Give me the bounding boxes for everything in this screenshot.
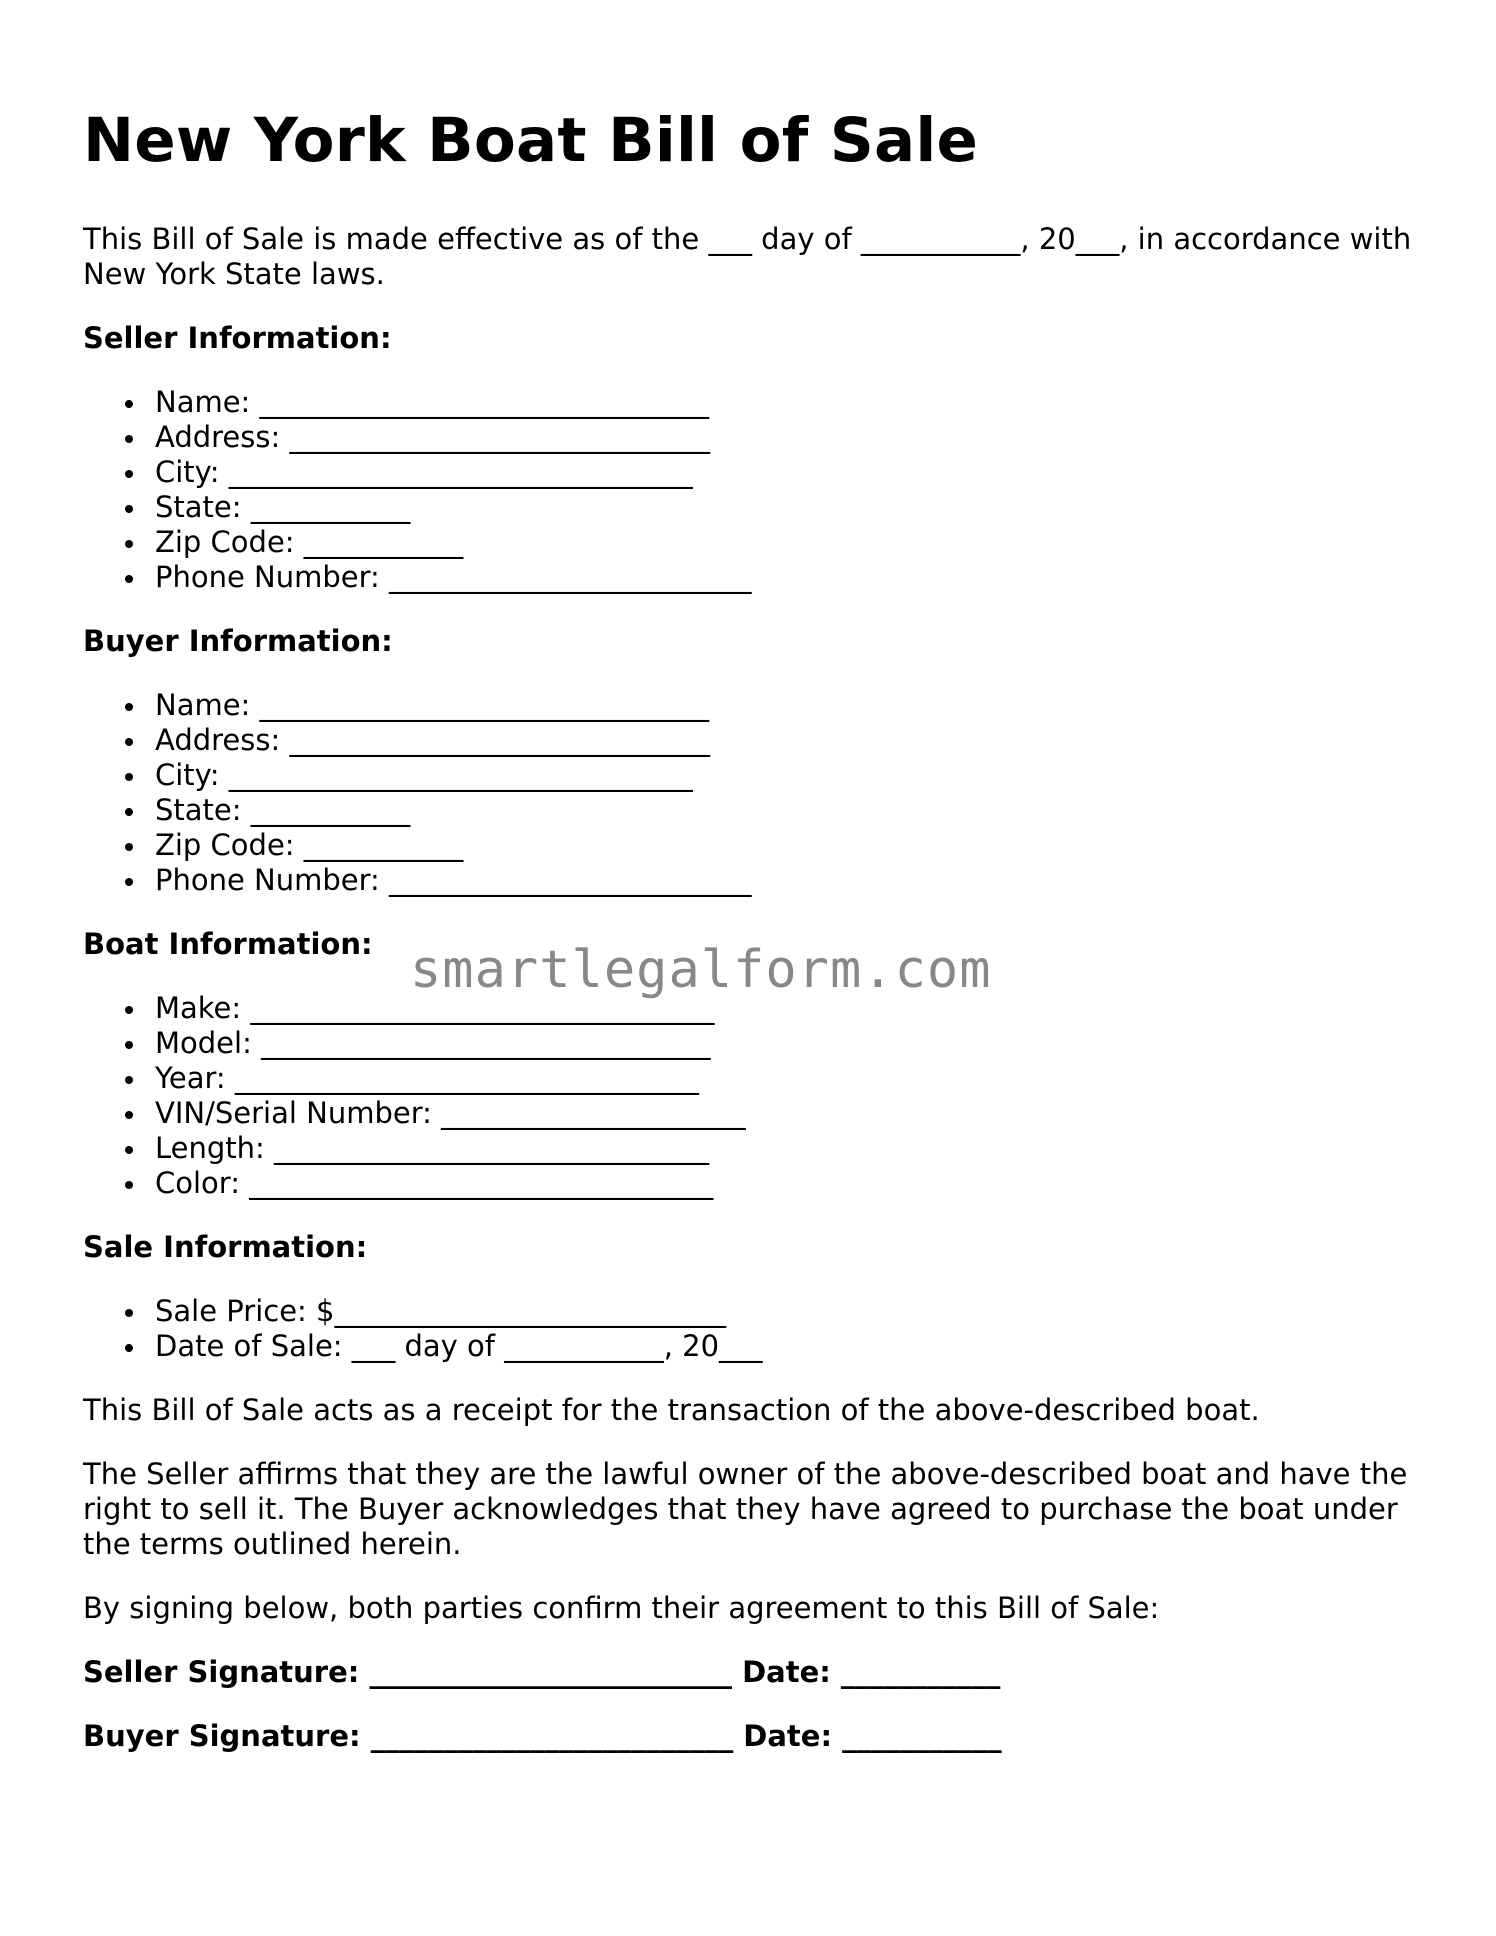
sale-list (83, 1294, 1423, 1364)
seller-heading: Seller Information: (83, 321, 392, 355)
buyer-signature-line: Buyer Signature: _________________________ Date: ___________ (83, 1719, 1002, 1753)
seller-state-field: State: ___________ (155, 490, 1423, 525)
affirmation-paragraph: The Seller affirms that they are the lawful owner of the above-described boat and have the right to sell it. The Buyer acknowledges that they have agreed to purchase the boat under the terms outlined herein. (83, 1457, 1408, 1561)
boat-color-field: Color: ________________________________ (155, 1166, 1423, 1201)
boat-year-field: Year: ________________________________ (155, 1061, 1423, 1096)
intro-paragraph: This Bill of Sale is made effective as of the ___ day of ___________, 20___, in accordance with New York State laws. (83, 222, 1412, 291)
buyer-name-field: Name: _______________________________ (155, 688, 1423, 723)
buyer-list (83, 688, 1423, 898)
boat-list (83, 991, 1423, 1201)
seller-list (83, 385, 1423, 595)
seller-city-field: City: ________________________________ (155, 455, 1423, 490)
boat-vin-field: VIN/Serial Number: _____________________ (155, 1096, 1423, 1131)
boat-model-field: Model: _______________________________ (155, 1026, 1423, 1061)
buyer-state-field: State: ___________ (155, 793, 1423, 828)
sale-price-field: Sale Price: $___________________________ (155, 1294, 1423, 1329)
buyer-heading: Buyer Information: (83, 624, 393, 658)
buyer-zip-field: Zip Code: ___________ (155, 828, 1423, 863)
boat-length-field: Length: ______________________________ (155, 1131, 1423, 1166)
document-title: New York Boat Bill of Sale (83, 105, 979, 176)
buyer-phone-field: Phone Number: _________________________ (155, 863, 1423, 898)
buyer-address-field: Address: _____________________________ (155, 723, 1423, 758)
seller-zip-field: Zip Code: ___________ (155, 525, 1423, 560)
boat-heading: Boat Information: (83, 927, 373, 961)
buyer-city-field: City: ________________________________ (155, 758, 1423, 793)
seller-signature-line: Seller Signature: _________________________ Date: ___________ (83, 1655, 1001, 1689)
signing-paragraph: By signing below, both parties confirm their agreement to this Bill of Sale: (83, 1591, 1160, 1625)
watermark-text: smartlegalform.com (410, 940, 992, 1000)
seller-phone-field: Phone Number: _________________________ (155, 560, 1423, 595)
sale-date-field: Date of Sale: ___ day of ___________, 20___ (155, 1329, 1423, 1364)
seller-name-field: Name: _______________________________ (155, 385, 1423, 420)
sale-heading: Sale Information: (83, 1230, 368, 1264)
receipt-paragraph: This Bill of Sale acts as a receipt for the transaction of the above-described boat. (83, 1393, 1260, 1427)
seller-address-field: Address: _____________________________ (155, 420, 1423, 455)
boat-make-field: Make: ________________________________ (155, 991, 1423, 1026)
